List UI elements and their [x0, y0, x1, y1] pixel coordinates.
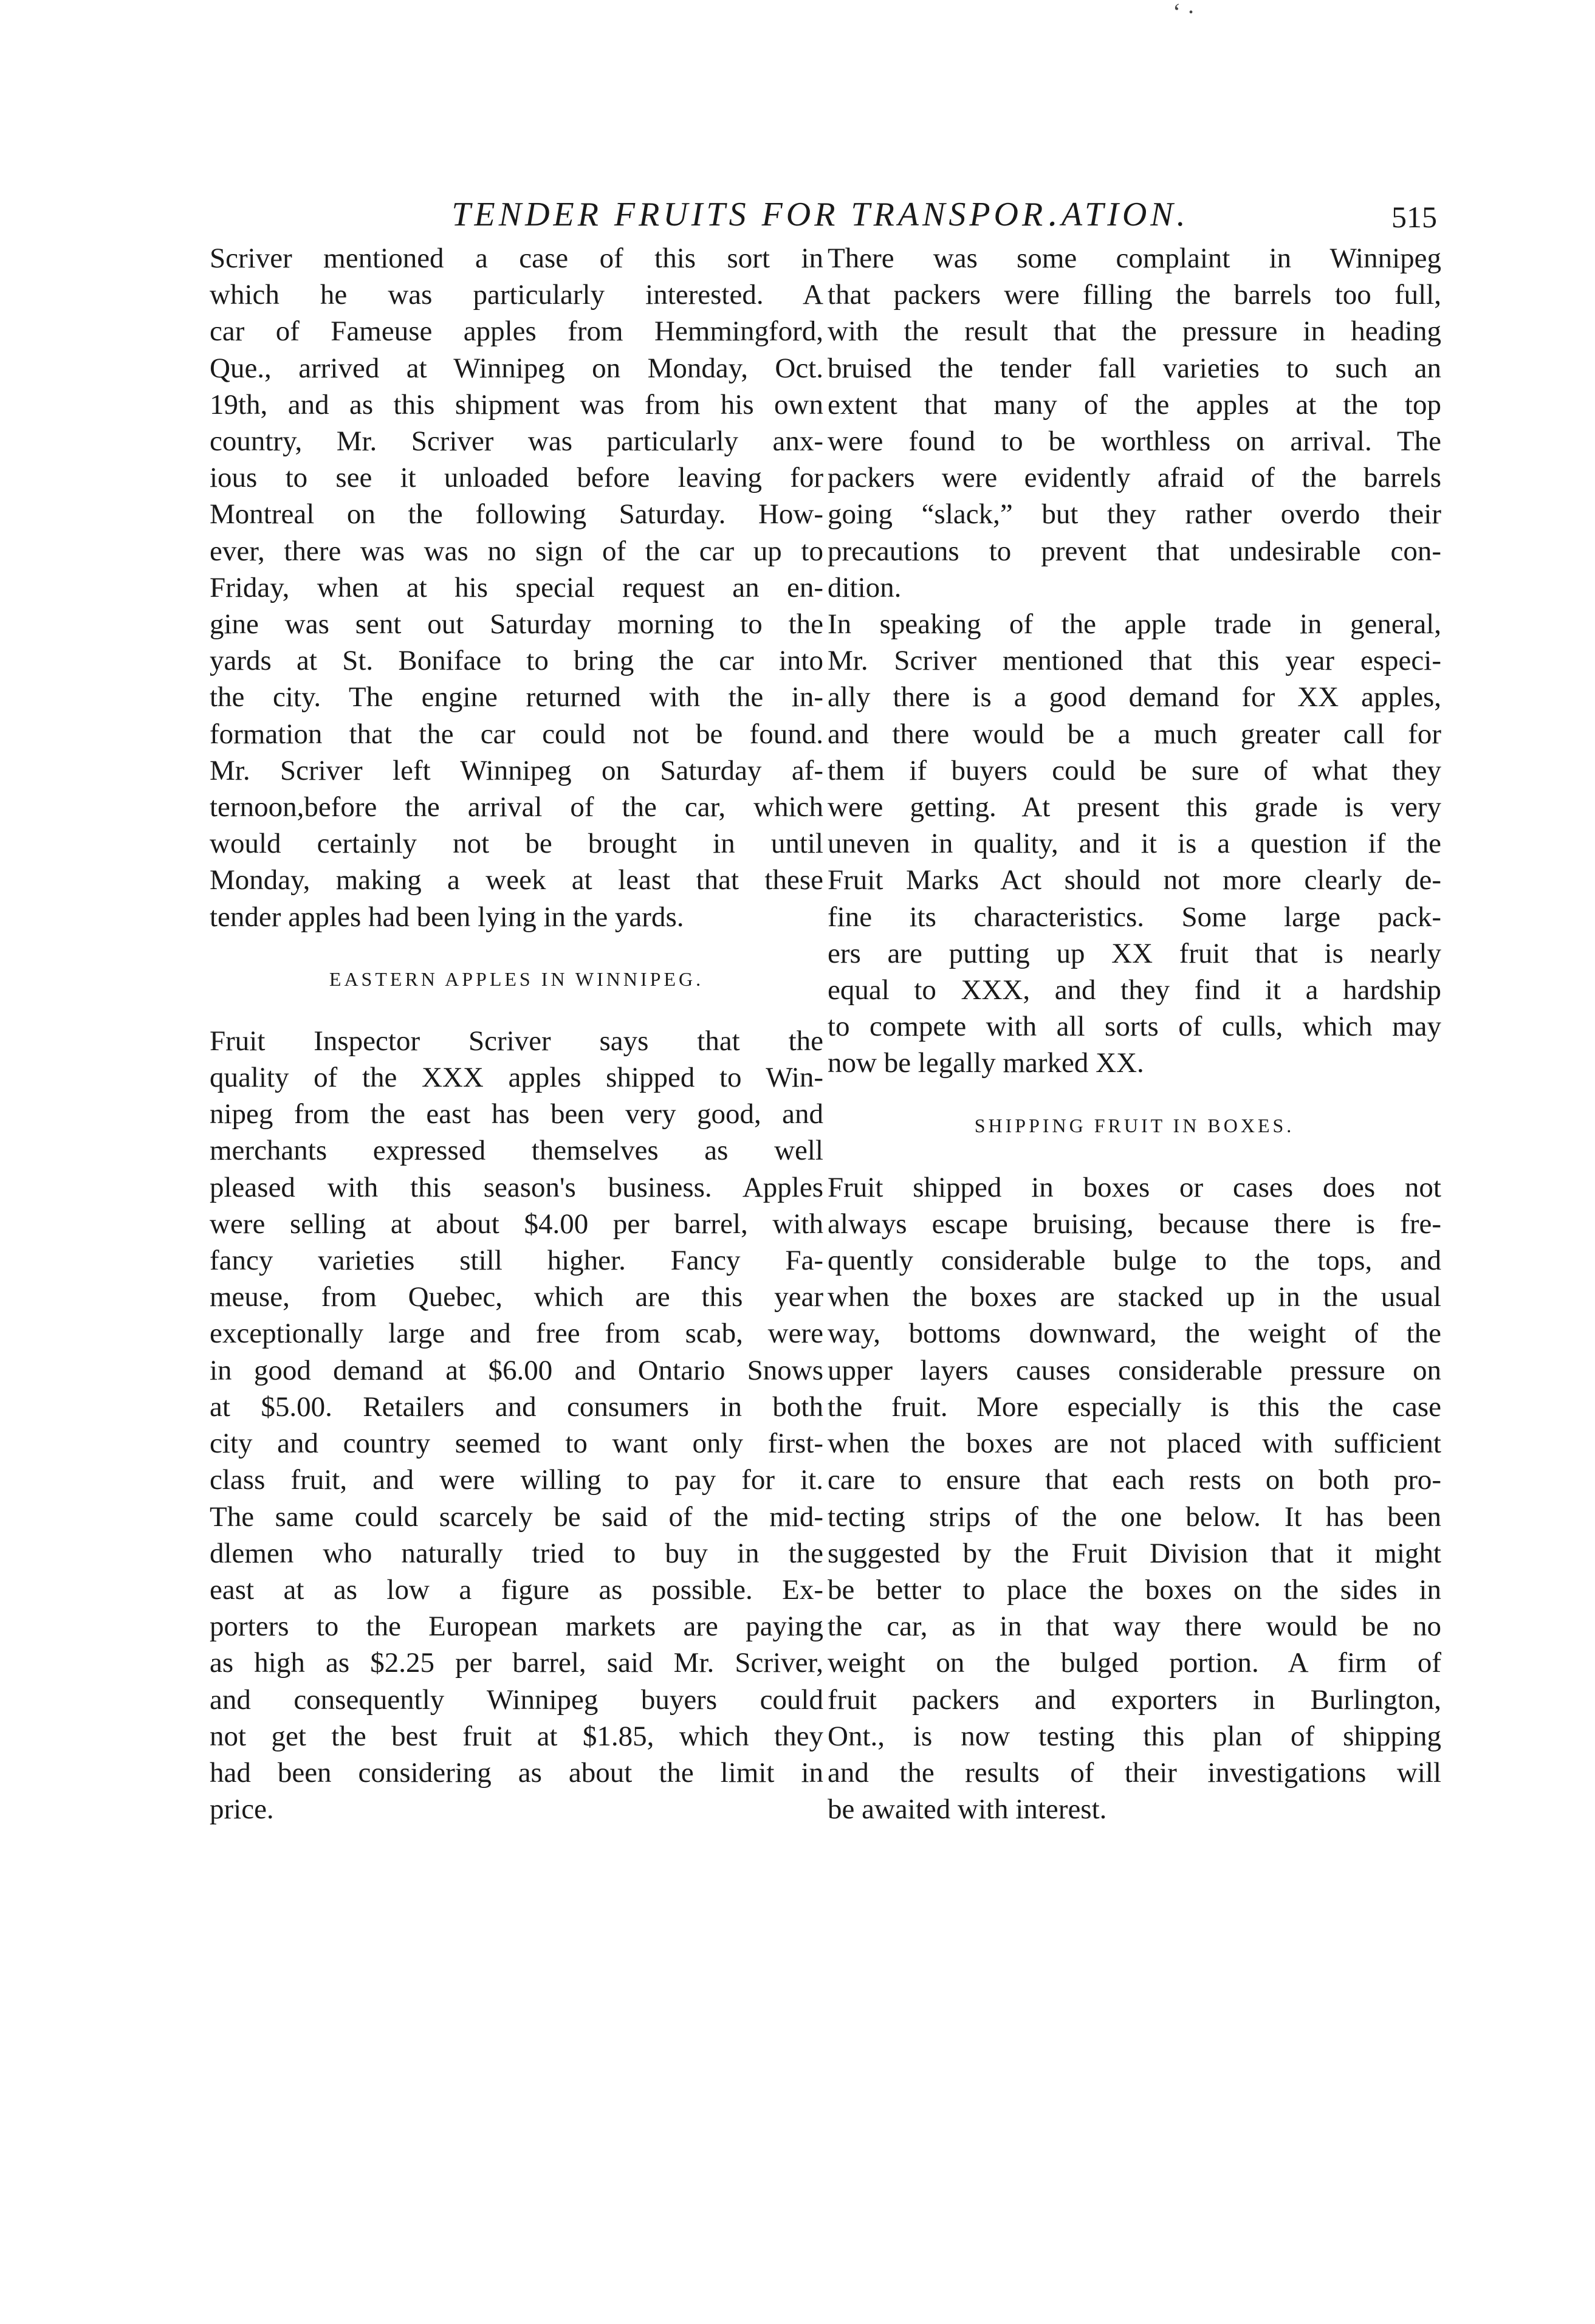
scan-specks: ‘ · [1173, 0, 1195, 26]
text-line: quently considerable bulge to the tops, and [828, 1245, 1441, 1277]
text-line: were found to be worthless on arrival. The [828, 425, 1441, 458]
text-line: Scriver mentioned a case of this sort in [210, 242, 823, 274]
text-line: 19th, and as this shipment was from his own [210, 388, 823, 421]
text-line: the car, as in that way there would be no [828, 1611, 1441, 1643]
text-line: be better to place the boxes on the sides in [828, 1573, 1441, 1606]
text-line: ternoon,before the arrival of the car, which [210, 791, 823, 823]
text-line: tecting strips of the one below. It has been [828, 1501, 1441, 1533]
text-line: ever, there was was no sign of the car up to [210, 535, 823, 567]
text-line: ious to see it unloaded before leaving for [210, 462, 823, 494]
text-line: class fruit, and were willing to pay for it. [210, 1464, 823, 1496]
left-paragraph-1 [210, 240, 823, 935]
text-line: the city. The engine returned with the in- [210, 681, 823, 713]
text-line: quality of the XXX apples shipped to Win- [210, 1062, 823, 1094]
text-line: at $5.00. Retailers and consumers in both [210, 1391, 823, 1423]
text-line: care to ensure that each rests on both pro- [828, 1464, 1441, 1496]
text-line: car of Fameuse apples from Hemmingford, [210, 315, 823, 348]
text-line: There was some complaint in Winnipeg [828, 242, 1441, 274]
text-line: packers were evidently afraid of the barrels [828, 462, 1441, 494]
text-line: ally there is a good demand for XX apples, [828, 681, 1441, 713]
text-line: Mr. Scriver left Winnipeg on Saturday af- [210, 754, 823, 786]
text-line: pleased with this season's business. Apples [210, 1171, 823, 1203]
text-line: way, bottoms downward, the weight of the [828, 1318, 1441, 1350]
text-line: suggested by the Fruit Division that it might [828, 1537, 1441, 1569]
text-line: with the result that the pressure in heading [828, 315, 1441, 348]
text-line: porters to the European markets are paying [210, 1611, 823, 1643]
text-line: upper layers causes considerable pressure on [828, 1354, 1441, 1386]
text-line: them if buyers could be sure of what they [828, 754, 1441, 786]
text-line: to compete with all sorts of culls, which may [828, 1011, 1441, 1043]
text-line: and the results of their investigations will [828, 1756, 1441, 1789]
text-line: exceptionally large and free from scab, were [210, 1318, 823, 1350]
running-title: TENDER FRUITS FOR TRANSPOR․ATION. [451, 196, 1189, 233]
text-line: now be legally marked XX. [828, 1047, 1144, 1079]
text-line: east at as low a figure as possible. Ex- [210, 1573, 823, 1606]
text-line: country, Mr. Scriver was particularly anx- [210, 425, 823, 458]
text-line: equal to XXX, and they find it a hardship [828, 974, 1441, 1006]
right-paragraph-1 [828, 240, 1441, 606]
text-line: merchants expressed themselves as well [210, 1135, 823, 1167]
left-column [210, 240, 823, 1827]
text-line: city and country seemed to want only first- [210, 1428, 823, 1460]
text-line: Friday, when at his special request an en- [210, 571, 823, 603]
text-line: when the boxes are stacked up in the usual [828, 1281, 1441, 1313]
text-line: when the boxes are not placed with sufficient [828, 1428, 1441, 1460]
right-column [828, 240, 1441, 1827]
text-line: weight on the bulged portion. A firm of [828, 1647, 1441, 1679]
text-line: Que., arrived at Winnipeg on Monday, Oct. [210, 352, 823, 384]
text-line: Montreal on the following Saturday. How- [210, 498, 823, 531]
text-line: always escape bruising, because there is fre- [828, 1208, 1441, 1240]
page-number: 515 [1391, 200, 1437, 234]
text-line: were getting. At present this grade is very [828, 791, 1441, 823]
text-line: had been considering as about the limit in [210, 1756, 823, 1789]
text-line: as high as $2.25 per barrel, said Mr. Scriver, [210, 1647, 823, 1679]
text-line: Fruit Inspector Scriver says that the [210, 1025, 823, 1057]
text-line: formation that the car could not be found. [210, 718, 823, 750]
text-line: and consequently Winnipeg buyers could [210, 1683, 823, 1716]
left-paragraph-2 [210, 1023, 823, 1827]
text-line: and there would be a much greater call for [828, 718, 1441, 750]
text-line: Mr. Scriver mentioned that this year especi- [828, 645, 1441, 677]
text-line: Monday, making a week at least that these [210, 864, 823, 896]
text-line: tender apples had been lying in the yards. [210, 901, 684, 933]
text-line: fancy varieties still higher. Fancy Fa- [210, 1245, 823, 1277]
text-line: meuse, from Quebec, which are this year [210, 1281, 823, 1313]
text-line: which he was particularly interested. A [210, 279, 823, 311]
text-line: Fruit shipped in boxes or cases does not [828, 1171, 1441, 1203]
text-line: were selling at about $4.00 per barrel, with [210, 1208, 823, 1240]
text-line: precautions to prevent that undesirable con- [828, 535, 1441, 567]
section-heading-eastern-apples: EASTERN APPLES IN WINNIPEG. [329, 968, 704, 990]
text-line: Fruit Marks Act should not more clearly de- [828, 864, 1441, 896]
text-line: fruit packers and exporters in Burlington, [828, 1683, 1441, 1716]
text-line: price. [210, 1793, 274, 1826]
right-paragraph-2 [828, 606, 1441, 1082]
text-line: dition. [828, 571, 902, 603]
text-line: gine was sent out Saturday morning to the [210, 608, 823, 641]
text-line: the fruit. More especially is this the case [828, 1391, 1441, 1423]
text-line: going “slack,” but they rather overdo their [828, 498, 1441, 531]
text-line: in good demand at $6.00 and Ontario Snows [210, 1354, 823, 1386]
text-line: Ont., is now testing this plan of shipping [828, 1720, 1441, 1752]
text-line: bruised the tender fall varieties to such an [828, 352, 1441, 384]
text-line: The same could scarcely be said of the mid- [210, 1501, 823, 1533]
right-paragraph-3 [828, 1169, 1441, 1828]
text-line: that packers were filling the barrels too full, [828, 279, 1441, 311]
text-line: would certainly not be brought in until [210, 828, 823, 860]
text-line: yards at St. Boniface to bring the car into [210, 645, 823, 677]
text-line: not get the best fruit at $1.85, which they [210, 1720, 823, 1752]
text-line: extent that many of the apples at the top [828, 388, 1441, 421]
section-heading-shipping-boxes: SHIPPING FRUIT IN BOXES. [974, 1114, 1295, 1136]
text-line: nipeg from the east has been very good, and [210, 1098, 823, 1130]
text-line: ers are putting up XX fruit that is nearly [828, 937, 1441, 969]
text-line: dlemen who naturally tried to buy in the [210, 1537, 823, 1569]
text-line: In speaking of the apple trade in general, [828, 608, 1441, 641]
text-line: uneven in quality, and it is a question if the [828, 828, 1441, 860]
text-line: be awaited with interest. [828, 1793, 1107, 1826]
text-line: fine its characteristics. Some large pack- [828, 901, 1441, 933]
